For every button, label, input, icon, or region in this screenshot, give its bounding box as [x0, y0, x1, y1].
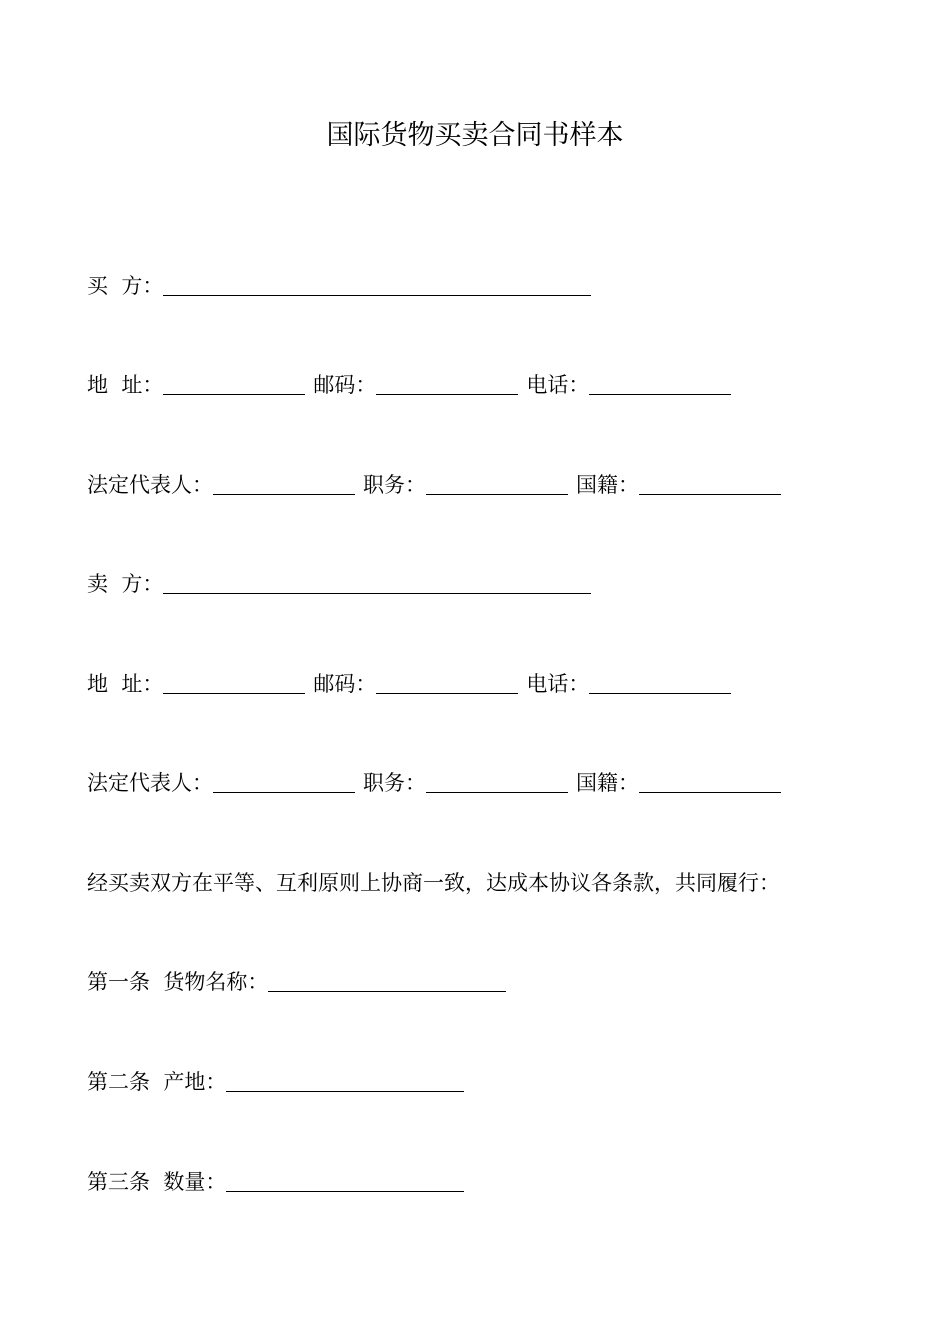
seller-rep-line: [87, 765, 781, 797]
buyer-rep-blank: [213, 470, 355, 495]
article-1-label: 第一条 货物名称：: [87, 970, 269, 994]
buyer-contact-line: [87, 367, 731, 399]
buyer-postcode-blank: [376, 370, 518, 395]
article-2-label: 第二条 产地：: [87, 1070, 227, 1094]
buyer-address-label: 地 址：: [87, 373, 164, 397]
buyer-nationality-label: 国籍：: [576, 473, 639, 497]
seller-postcode-label: 邮码：: [313, 672, 377, 696]
seller-postcode-blank: [376, 669, 518, 694]
seller-nationality-blank: [639, 768, 781, 793]
article-2-blank: [226, 1067, 464, 1092]
preamble-line: [87, 865, 780, 897]
seller-nationality-label: 国籍：: [576, 771, 639, 795]
article-1-blank: [268, 967, 506, 992]
buyer-blank: [163, 271, 591, 296]
seller-line: [87, 566, 591, 598]
seller-blank: [163, 569, 591, 594]
seller-address-label: 地 址：: [87, 672, 164, 696]
preamble-text: 经买卖双方在平等、互利原则上协商一致，达成本协议各条款，共同履行：: [87, 871, 780, 895]
seller-address-blank: [163, 669, 305, 694]
article-2-line: [87, 1064, 464, 1096]
seller-contact-line: [87, 666, 731, 698]
seller-rep-blank: [213, 768, 355, 793]
buyer-position-label: 职务：: [363, 473, 426, 497]
document-title: 国际货物买卖合同书样本: [326, 120, 624, 151]
seller-phone-label: 电话：: [526, 672, 590, 696]
article-3-line: [87, 1164, 464, 1196]
seller-label: 卖 方：: [87, 572, 164, 596]
buyer-postcode-label: 邮码：: [313, 373, 377, 397]
article-1-line: [87, 964, 506, 996]
buyer-rep-line: [87, 467, 781, 499]
seller-position-blank: [426, 768, 568, 793]
buyer-line: [87, 268, 591, 300]
buyer-phone-blank: [589, 370, 731, 395]
buyer-rep-label: 法定代表人：: [87, 473, 213, 497]
buyer-label: 买 方：: [87, 274, 164, 298]
article-3-blank: [226, 1167, 464, 1192]
buyer-phone-label: 电话：: [526, 373, 590, 397]
seller-rep-label: 法定代表人：: [87, 771, 213, 795]
seller-position-label: 职务：: [363, 771, 426, 795]
buyer-address-blank: [163, 370, 305, 395]
buyer-position-blank: [426, 470, 568, 495]
buyer-nationality-blank: [639, 470, 781, 495]
article-3-label: 第三条 数量：: [87, 1170, 227, 1194]
seller-phone-blank: [589, 669, 731, 694]
